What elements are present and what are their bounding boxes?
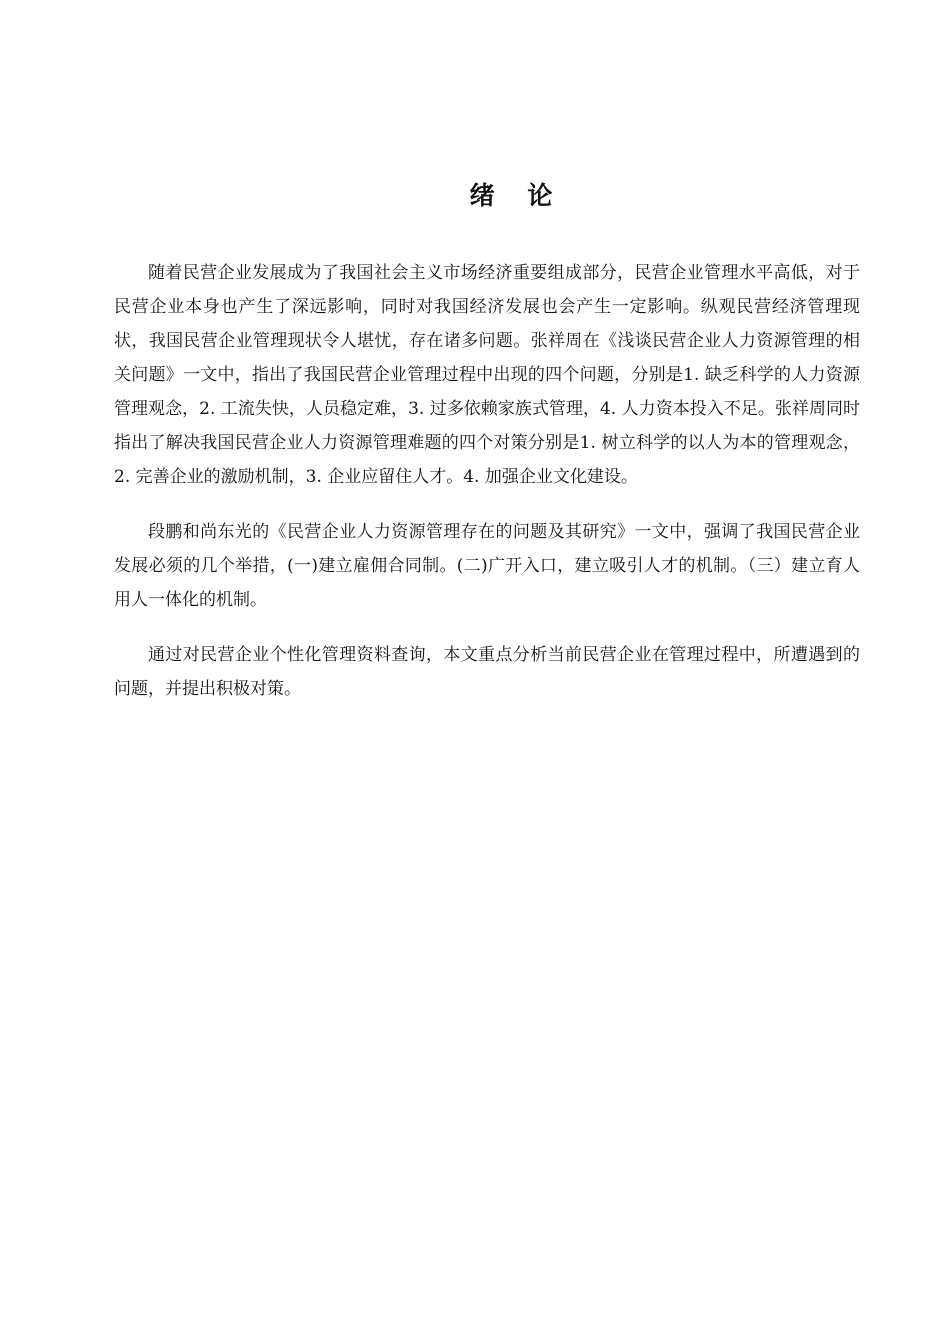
paragraph-2: 段鹏和尚东光的《民营企业人力资源管理存在的问题及其研究》一文中，强调了我国民营企业发展必须的几个举措，(一)建立雇佣合同制。(二)广开入口，建立吸引人才的机制。（三）建立育人用人一体化的机制。: [114, 522, 860, 610]
paragraph-1: 随着民营企业发展成为了我国社会主义市场经济重要组成部分，民营企业管理水平高低，对于民营企业本身也产生了深远影响，同时对我国经济发展也会产生一定影响。纵观民营经济管理现状，我国民营企业管理现状令人堪忧，存在诸多问题。张祥周在《浅谈民营企业人力资源管理的相关问题》一文中，指出了我国民营企业管理过程中出现的四个问题，分别是1. 缺乏科学的人力资源管理观念，2. 工流失快，人员稳定难，3. 过多依赖家族式管理，4. 人力资本投入不足。张祥周同时指出了解决我国民营企业人力资源管理难题的四个对策分别是1. 树立科学的以人为本的管理观念，2. 完善企业的激励机制，3. 企业应留住人才。4. 加强企业文化建设。: [114, 263, 860, 487]
document-body: [114, 256, 860, 727]
page-title: 绪 论: [469, 181, 565, 210]
paragraph-3: 通过对民营企业个性化管理资料查询，本文重点分析当前民营企业在管理过程中，所遭遇到的问题，并提出积极对策。: [114, 645, 860, 699]
